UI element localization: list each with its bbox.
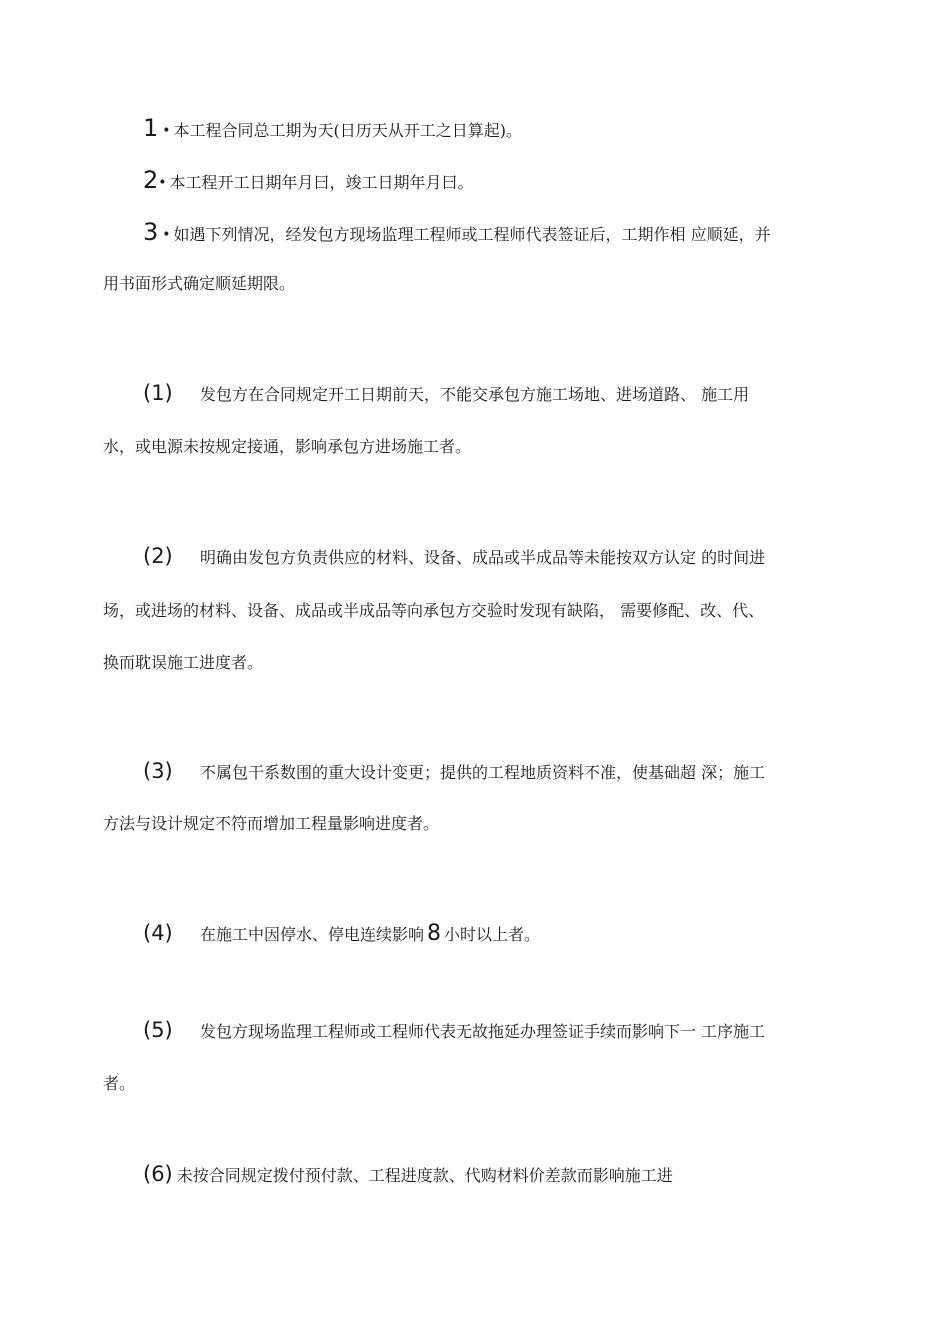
clause-text-tail: 小时以上者。 <box>444 925 541 944</box>
item-text: 本工程合同总工期为天(日历天从开工之日算起)。 <box>173 121 523 140</box>
item-number: 1 <box>143 114 159 142</box>
clause-text: 发包方在合同规定开工日期前天，不能交承包方施工场地、进场道路、 施工用 <box>200 385 750 404</box>
clause-5 <box>143 1020 765 1041</box>
clause-text: 发包方现场监理工程师或工程师代表无故拖延办理签证手续而影响下一 工序施工 <box>200 1022 766 1041</box>
item-3 <box>143 220 771 244</box>
clause-3 <box>143 761 765 782</box>
clause-text: 未按合同规定拨付预付款、工程进度款、代购材料价差款而影响施工进 <box>176 1166 673 1185</box>
clause-2-continuation: 场，或进场的材料、设备、成品或半成品等向承包方交验时发现有缺陷， 需要修配、改、代、 <box>103 601 765 620</box>
clause-6 <box>143 1164 673 1185</box>
bullet-dot: • <box>162 227 171 243</box>
item-number: 2 <box>143 166 159 194</box>
item-number: 3 <box>143 218 159 246</box>
clause-label: (4) <box>143 921 173 945</box>
item-3-continuation: 用书面形式确定顺延期限。 <box>103 274 296 293</box>
clause-2-continuation-2: 换而耽误施工进度者。 <box>103 653 264 672</box>
clause-1-continuation: 水，或电源未按规定接通，影响承包方进场施工者。 <box>103 437 472 456</box>
clause-label: (3) <box>143 759 173 783</box>
clause-1 <box>143 383 749 404</box>
clause-label: (2) <box>143 544 173 568</box>
item-text: 如遇下列情况，经发包方现场监理工程师或工程师代表签证后，工期作相 应顺延，并 <box>173 225 771 244</box>
clause-3-continuation: 方法与设计规定不符而增加工程量影响进度者。 <box>103 814 440 833</box>
item-2 <box>143 168 474 192</box>
clause-4 <box>143 923 540 945</box>
bullet-dot: • <box>162 123 171 139</box>
clause-label: (6) <box>143 1162 173 1186</box>
clause-number: 8 <box>427 921 442 946</box>
clause-text: 不属包干系数围的重大设计变更；提供的工程地质资料不准，使基础超 深；施工 <box>200 763 766 782</box>
clause-5-continuation: 者。 <box>103 1074 136 1093</box>
clause-text: 明确由发包方负责供应的材料、设备、成品或半成品等未能按双方认定 的时间进 <box>200 548 766 567</box>
item-1 <box>143 116 522 140</box>
clause-label: (5) <box>143 1018 173 1042</box>
clause-text: 在施工中因停水、停电连续影响 <box>200 925 425 944</box>
clause-label: (1) <box>143 381 173 405</box>
clause-2 <box>143 546 765 567</box>
item-text: 本工程开工日期年月曰，竣工日期年月曰。 <box>169 173 474 192</box>
bullet-dot: • <box>158 175 167 191</box>
